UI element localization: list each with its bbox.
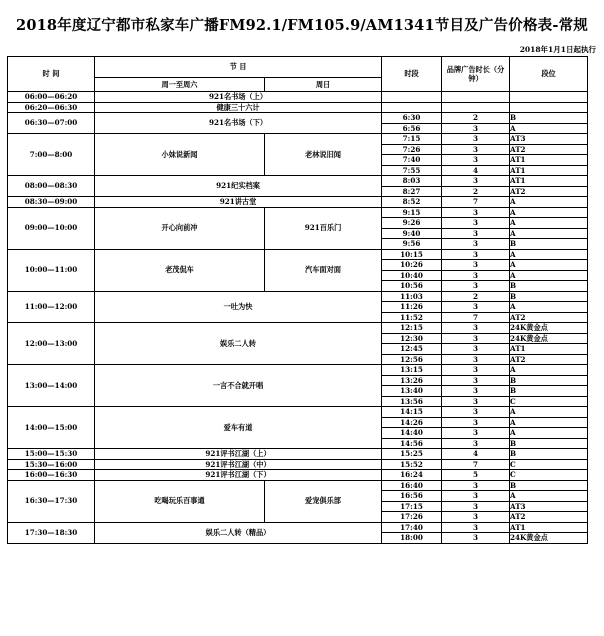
level-cell: A	[510, 491, 588, 502]
slot-time-cell: 16:56	[382, 491, 442, 502]
program-cell: 健康三十六计	[95, 102, 382, 113]
time-range-cell: 14:00—15:00	[8, 407, 95, 449]
ad-duration-cell: 2	[442, 291, 510, 302]
slot-time-cell: 9:15	[382, 207, 442, 218]
ad-duration-cell: 3	[442, 386, 510, 397]
ad-duration-cell: 3	[442, 123, 510, 134]
slot-time-cell: 13:40	[382, 386, 442, 397]
level-cell: AT2	[510, 144, 588, 155]
program-cell: 921评书江湖（上）	[95, 449, 382, 460]
slot-time-cell: 15:25	[382, 449, 442, 460]
ad-duration-cell: 2	[442, 186, 510, 197]
ad-duration-cell: 3	[442, 228, 510, 239]
time-range-cell: 10:00—11:00	[8, 249, 95, 291]
program-weekday-cell: 老茂侃车	[95, 249, 265, 291]
level-cell: AT2	[510, 354, 588, 365]
ad-duration-cell: 3	[442, 407, 510, 418]
program-cell: 一吐为快	[95, 291, 382, 323]
table-row	[8, 522, 588, 533]
program-cell: 921名书场（下）	[95, 113, 382, 134]
ad-duration-cell: 3	[442, 144, 510, 155]
ad-duration-cell: 7	[442, 459, 510, 470]
header-sunday: 周日	[265, 78, 382, 92]
level-cell: AT1	[510, 165, 588, 176]
ad-duration-cell: 3	[442, 375, 510, 386]
ad-duration-cell: 3	[442, 522, 510, 533]
ad-duration-cell: 3	[442, 281, 510, 292]
level-cell: B	[510, 291, 588, 302]
slot-time-cell: 16:40	[382, 480, 442, 491]
program-cell: 爱车有道	[95, 407, 382, 449]
level-cell: AT3	[510, 134, 588, 145]
header-slot: 时段	[382, 57, 442, 92]
slot-time-cell: 11:52	[382, 312, 442, 323]
level-cell: 24K黄金点	[510, 323, 588, 334]
slot-time-cell: 6:30	[382, 113, 442, 124]
slot-time-cell: 17:26	[382, 512, 442, 523]
level-cell: B	[510, 375, 588, 386]
program-sunday-cell: 921百乐门	[265, 207, 382, 249]
level-cell: A	[510, 270, 588, 281]
slot-time-cell: 15:52	[382, 459, 442, 470]
slot-time-cell: 17:15	[382, 501, 442, 512]
level-cell: A	[510, 218, 588, 229]
table-row	[8, 365, 588, 376]
slot-time-cell: 11:03	[382, 291, 442, 302]
time-range-cell: 16:00—16:30	[8, 470, 95, 481]
ad-duration-cell: 3	[442, 176, 510, 187]
slot-time-cell: 7:15	[382, 134, 442, 145]
level-cell: C	[510, 459, 588, 470]
program-cell: 一言不合就开唱	[95, 365, 382, 407]
time-range-cell: 16:30—17:30	[8, 480, 95, 522]
header-weekday: 周一至周六	[95, 78, 265, 92]
time-range-cell: 06:30—07:00	[8, 113, 95, 134]
slot-time-cell: 13:56	[382, 396, 442, 407]
ad-duration-cell: 3	[442, 480, 510, 491]
table-row	[8, 470, 588, 481]
level-cell: AT3	[510, 501, 588, 512]
slot-time-cell: 16:24	[382, 470, 442, 481]
ad-duration-cell	[442, 102, 510, 113]
level-cell: AT1	[510, 155, 588, 166]
table-row	[8, 449, 588, 460]
level-cell: A	[510, 207, 588, 218]
slot-time-cell: 14:26	[382, 417, 442, 428]
slot-time-cell	[382, 92, 442, 103]
slot-time-cell: 7:26	[382, 144, 442, 155]
program-weekday-cell: 吃喝玩乐百事通	[95, 480, 265, 522]
table-row	[8, 323, 588, 334]
slot-time-cell: 7:55	[382, 165, 442, 176]
table-row	[8, 197, 588, 208]
program-cell: 921名书场（上）	[95, 92, 382, 103]
slot-time-cell: 10:56	[382, 281, 442, 292]
level-cell: 24K黄金点	[510, 333, 588, 344]
level-cell: C	[510, 396, 588, 407]
level-cell: 24K黄金点	[510, 533, 588, 544]
slot-time-cell: 10:15	[382, 249, 442, 260]
program-weekday-cell: 小妹说新闻	[95, 134, 265, 176]
level-cell	[510, 102, 588, 113]
ad-duration-cell: 3	[442, 417, 510, 428]
time-range-cell: 09:00—10:00	[8, 207, 95, 249]
slot-time-cell: 10:40	[382, 270, 442, 281]
time-range-cell: 06:00—06:20	[8, 92, 95, 103]
ad-duration-cell: 3	[442, 396, 510, 407]
table-row	[8, 407, 588, 418]
slot-time-cell: 11:26	[382, 302, 442, 313]
slot-time-cell: 12:30	[382, 333, 442, 344]
program-cell: 娱乐二人转（精品）	[95, 522, 382, 543]
slot-time-cell: 14:40	[382, 428, 442, 439]
ad-duration-cell: 3	[442, 533, 510, 544]
level-cell: B	[510, 113, 588, 124]
header-row	[8, 57, 588, 78]
program-sunday-cell: 汽车面对面	[265, 249, 382, 291]
level-cell: B	[510, 281, 588, 292]
time-range-cell: 7:00—8:00	[8, 134, 95, 176]
level-cell: A	[510, 407, 588, 418]
ad-duration-cell: 3	[442, 239, 510, 250]
time-range-cell: 08:30—09:00	[8, 197, 95, 208]
document-title: 2018年度辽宁都市私家车广播FM92.1/FM105.9/AM1341节目及广告价格表-常规	[16, 17, 588, 34]
ad-duration-cell: 3	[442, 323, 510, 334]
level-cell: AT1	[510, 176, 588, 187]
level-cell: AT2	[510, 512, 588, 523]
level-cell: B	[510, 449, 588, 460]
time-range-cell: 06:20—06:30	[8, 102, 95, 113]
price-schedule-table	[7, 56, 588, 544]
ad-duration-cell: 3	[442, 270, 510, 281]
time-range-cell: 15:00—15:30	[8, 449, 95, 460]
ad-duration-cell: 3	[442, 260, 510, 271]
slot-time-cell: 8:03	[382, 176, 442, 187]
slot-time-cell: 14:15	[382, 407, 442, 418]
table-row	[8, 207, 588, 218]
level-cell: A	[510, 228, 588, 239]
ad-duration-cell: 3	[442, 302, 510, 313]
table-row	[8, 102, 588, 113]
time-range-cell: 15:30—16:00	[8, 459, 95, 470]
level-cell: AT1	[510, 344, 588, 355]
program-sunday-cell: 爱宠俱乐部	[265, 480, 382, 522]
slot-time-cell	[382, 102, 442, 113]
time-range-cell: 08:00—08:30	[8, 176, 95, 197]
level-cell: A	[510, 197, 588, 208]
slot-time-cell: 6:56	[382, 123, 442, 134]
program-cell: 921纪实档案	[95, 176, 382, 197]
level-cell: A	[510, 123, 588, 134]
program-weekday-cell: 开心向前冲	[95, 207, 265, 249]
slot-time-cell: 18:00	[382, 533, 442, 544]
header-duration: 品牌广告时长（分钟）	[442, 57, 510, 92]
time-range-cell: 11:00—12:00	[8, 291, 95, 323]
ad-duration-cell: 3	[442, 207, 510, 218]
program-cell: 921评书江湖（下）	[95, 470, 382, 481]
table-row	[8, 291, 588, 302]
ad-duration-cell: 3	[442, 134, 510, 145]
level-cell: A	[510, 428, 588, 439]
slot-time-cell: 10:26	[382, 260, 442, 271]
slot-time-cell: 9:40	[382, 228, 442, 239]
level-cell: B	[510, 239, 588, 250]
level-cell	[510, 92, 588, 103]
time-range-cell: 13:00—14:00	[8, 365, 95, 407]
level-cell: A	[510, 365, 588, 376]
level-cell: A	[510, 260, 588, 271]
ad-duration-cell: 7	[442, 312, 510, 323]
slot-time-cell: 9:26	[382, 218, 442, 229]
level-cell: AT1	[510, 522, 588, 533]
table-row	[8, 92, 588, 103]
ad-duration-cell: 5	[442, 470, 510, 481]
time-range-cell: 17:30—18:30	[8, 522, 95, 543]
schedule-body	[8, 92, 588, 544]
table-row	[8, 176, 588, 187]
slot-time-cell: 12:15	[382, 323, 442, 334]
level-cell: AT2	[510, 186, 588, 197]
ad-duration-cell: 3	[442, 249, 510, 260]
table-row	[8, 134, 588, 145]
table-row	[8, 459, 588, 470]
time-range-cell: 12:00—13:00	[8, 323, 95, 365]
ad-duration-cell: 4	[442, 165, 510, 176]
program-cell: 921讲古堂	[95, 197, 382, 208]
ad-duration-cell: 3	[442, 365, 510, 376]
ad-duration-cell: 3	[442, 333, 510, 344]
level-cell: AT2	[510, 312, 588, 323]
ad-duration-cell: 3	[442, 512, 510, 523]
slot-time-cell: 14:56	[382, 438, 442, 449]
level-cell: B	[510, 480, 588, 491]
program-cell: 娱乐二人转	[95, 323, 382, 365]
ad-duration-cell: 3	[442, 155, 510, 166]
ad-duration-cell	[442, 92, 510, 103]
program-cell: 921评书江湖（中）	[95, 459, 382, 470]
slot-time-cell: 7:40	[382, 155, 442, 166]
ad-duration-cell: 3	[442, 438, 510, 449]
effective-date-note: 2018年1月1日起执行	[519, 45, 596, 54]
table-row	[8, 113, 588, 124]
slot-time-cell: 12:45	[382, 344, 442, 355]
level-cell: B	[510, 386, 588, 397]
slot-time-cell: 9:56	[382, 239, 442, 250]
slot-time-cell: 8:27	[382, 186, 442, 197]
level-cell: A	[510, 249, 588, 260]
slot-time-cell: 13:15	[382, 365, 442, 376]
ad-duration-cell: 3	[442, 218, 510, 229]
ad-duration-cell: 4	[442, 449, 510, 460]
slot-time-cell: 13:26	[382, 375, 442, 386]
header-program: 节 目	[95, 57, 382, 78]
ad-duration-cell: 3	[442, 354, 510, 365]
level-cell: C	[510, 470, 588, 481]
table-row	[8, 249, 588, 260]
level-cell: B	[510, 438, 588, 449]
header-time: 时 间	[8, 57, 95, 92]
ad-duration-cell: 3	[442, 428, 510, 439]
ad-duration-cell: 3	[442, 501, 510, 512]
ad-duration-cell: 2	[442, 113, 510, 124]
level-cell: A	[510, 417, 588, 428]
slot-time-cell: 17:40	[382, 522, 442, 533]
program-sunday-cell: 老林说旧闻	[265, 134, 382, 176]
table-row	[8, 480, 588, 491]
slot-time-cell: 8:52	[382, 197, 442, 208]
header-level: 段位	[510, 57, 588, 92]
ad-duration-cell: 7	[442, 197, 510, 208]
ad-duration-cell: 3	[442, 344, 510, 355]
level-cell: A	[510, 302, 588, 313]
slot-time-cell: 12:56	[382, 354, 442, 365]
ad-duration-cell: 3	[442, 491, 510, 502]
